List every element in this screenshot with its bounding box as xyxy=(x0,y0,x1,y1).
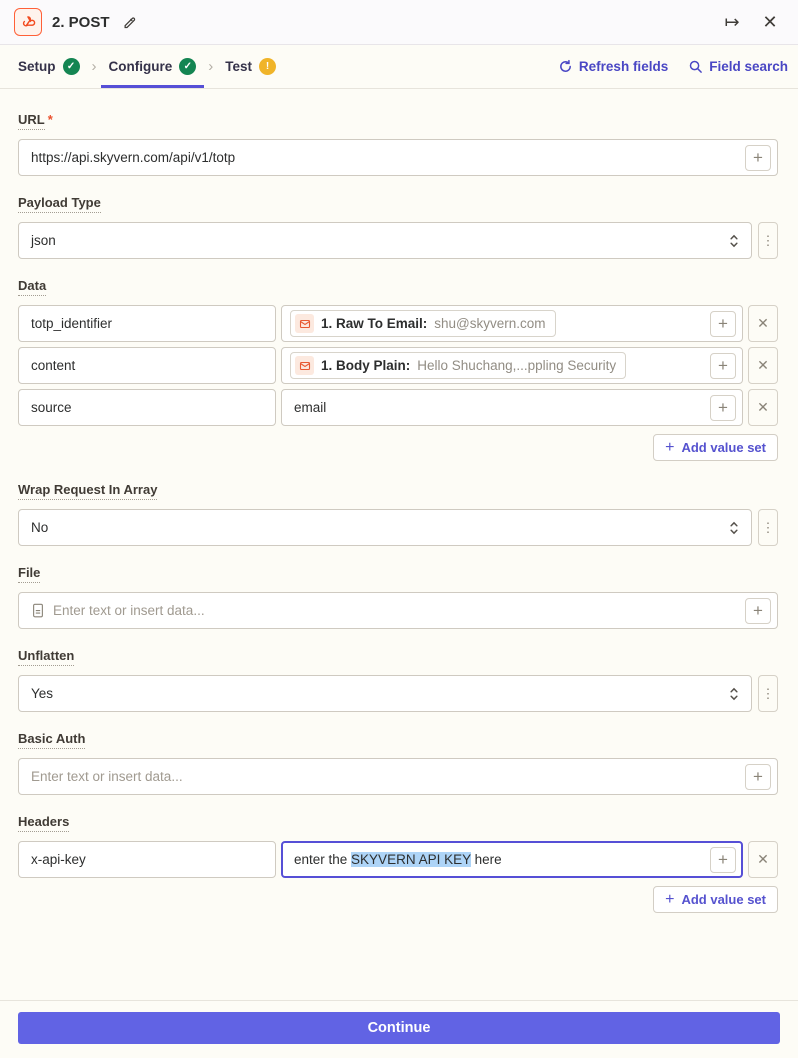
selected-text: SKYVERN API KEY xyxy=(351,852,471,867)
headers-add-value-set-button[interactable] xyxy=(653,886,778,913)
header-value-input[interactable] xyxy=(281,841,743,878)
url-input[interactable] xyxy=(18,139,778,176)
basic-auth-placeholder: Enter text or insert data... xyxy=(31,769,183,784)
refresh-icon xyxy=(558,59,573,74)
tab-test-label: Test xyxy=(225,59,253,74)
search-icon xyxy=(688,59,703,74)
plus-icon: + xyxy=(665,438,675,456)
pencil-icon xyxy=(122,15,137,30)
check-circle-icon: ✓ xyxy=(179,58,196,75)
file-insert-data-button[interactable] xyxy=(745,598,771,624)
basic-auth-input[interactable] xyxy=(18,758,778,795)
chevron-right-icon: › xyxy=(208,58,214,75)
url-insert-data-button[interactable] xyxy=(745,145,771,171)
webhook-icon xyxy=(19,13,37,31)
remove-row-button[interactable] xyxy=(748,347,778,384)
close-icon: ✕ xyxy=(757,851,769,867)
tab-test[interactable] xyxy=(217,45,284,88)
webhook-app-icon xyxy=(14,8,42,36)
configure-form xyxy=(0,89,798,1000)
field-search-button[interactable] xyxy=(688,59,788,74)
add-value-set-label: Add value set xyxy=(681,440,766,455)
data-add-value-set-button[interactable] xyxy=(653,434,778,461)
data-key-input[interactable] xyxy=(18,305,276,342)
select-chevrons-icon xyxy=(727,686,741,702)
required-marker: * xyxy=(47,112,53,127)
token-value: shu@skyvern.com xyxy=(434,316,546,331)
unflatten-menu-button[interactable] xyxy=(758,675,778,712)
plus-icon: + xyxy=(665,890,675,908)
continue-button[interactable]: Continue xyxy=(18,1012,780,1044)
data-insert-data-button[interactable] xyxy=(710,395,736,421)
step-tabs xyxy=(0,45,798,89)
wrap-request-menu-button[interactable] xyxy=(758,509,778,546)
collapse-right-icon: ↦ xyxy=(724,11,740,32)
data-value-input[interactable] xyxy=(281,305,743,342)
data-value-text: email xyxy=(294,400,327,415)
token-label: 1. Raw To Email: xyxy=(321,316,428,331)
data-value-input[interactable] xyxy=(281,389,743,426)
wrap-request-value: No xyxy=(31,520,49,535)
payload-type-menu-button[interactable] xyxy=(758,222,778,259)
url-value: https://api.skyvern.com/api/v1/totp xyxy=(31,150,236,165)
tab-toolbar xyxy=(284,45,788,88)
payload-type-select[interactable] xyxy=(18,222,752,259)
close-icon: ✕ xyxy=(757,315,769,331)
chevron-right-icon: › xyxy=(91,58,97,75)
data-key-input[interactable] xyxy=(18,347,276,384)
payload-type-label: Payload Type xyxy=(18,195,101,213)
warning-circle-icon: ! xyxy=(259,58,276,75)
add-value-set-label: Add value set xyxy=(681,892,766,907)
file-input[interactable] xyxy=(18,592,778,629)
tab-configure[interactable] xyxy=(101,45,205,88)
data-row-2 xyxy=(18,347,778,384)
header-key-value: x-api-key xyxy=(31,852,86,867)
document-icon xyxy=(31,603,45,618)
kebab-menu-icon: ⋮ xyxy=(761,685,775,701)
file-placeholder: Enter text or insert data... xyxy=(53,603,205,618)
wrap-request-label: Wrap Request In Array xyxy=(18,482,157,500)
plus-icon: + xyxy=(753,601,763,620)
remove-row-button[interactable] xyxy=(748,389,778,426)
header-insert-data-button[interactable] xyxy=(710,847,736,873)
file-field-label: File xyxy=(18,565,40,583)
unflatten-select[interactable] xyxy=(18,675,752,712)
headers-label: Headers xyxy=(18,814,69,832)
mapped-field-token[interactable] xyxy=(290,352,626,379)
plus-icon: + xyxy=(718,314,728,333)
refresh-fields-label: Refresh fields xyxy=(578,59,669,74)
data-key-value: totp_identifier xyxy=(31,316,113,331)
remove-row-button[interactable] xyxy=(748,305,778,342)
kebab-menu-icon: ⋮ xyxy=(761,519,775,535)
collapse-panel-button[interactable] xyxy=(718,8,746,36)
data-row-3 xyxy=(18,389,778,426)
plus-icon: + xyxy=(718,850,728,869)
token-label: 1. Body Plain: xyxy=(321,358,411,373)
data-field-label: Data xyxy=(18,278,46,296)
close-icon: ✕ xyxy=(762,11,778,32)
remove-row-button[interactable] xyxy=(748,841,778,878)
data-row-1 xyxy=(18,305,778,342)
edit-title-button[interactable] xyxy=(122,15,137,30)
data-key-value: content xyxy=(31,358,76,373)
tab-setup[interactable] xyxy=(10,45,88,88)
data-insert-data-button[interactable] xyxy=(710,311,736,337)
plus-icon: + xyxy=(718,398,728,417)
tab-configure-label: Configure xyxy=(108,59,173,74)
panel-header xyxy=(0,0,798,45)
header-key-input[interactable] xyxy=(18,841,276,878)
data-key-value: source xyxy=(31,400,72,415)
field-search-label: Field search xyxy=(709,59,788,74)
data-key-input[interactable] xyxy=(18,389,276,426)
plus-icon: + xyxy=(718,356,728,375)
close-panel-button[interactable] xyxy=(756,8,784,36)
headers-row-1 xyxy=(18,841,778,878)
unflatten-value: Yes xyxy=(31,686,54,701)
basic-auth-insert-data-button[interactable] xyxy=(745,764,771,790)
payload-type-value: json xyxy=(31,233,56,248)
tab-setup-label: Setup xyxy=(18,59,56,74)
select-chevrons-icon xyxy=(727,233,741,249)
mapped-field-token[interactable] xyxy=(290,310,556,337)
data-value-input[interactable] xyxy=(281,347,743,384)
kebab-menu-icon: ⋮ xyxy=(761,232,775,248)
select-chevrons-icon xyxy=(727,520,741,536)
data-insert-data-button[interactable] xyxy=(710,353,736,379)
token-value: Hello Shuchang,...ppling Security xyxy=(417,358,617,373)
url-field-label: URL xyxy=(18,112,45,130)
refresh-fields-button[interactable] xyxy=(558,59,668,74)
panel-footer xyxy=(0,1000,798,1058)
email-icon xyxy=(295,314,314,333)
close-icon: ✕ xyxy=(757,357,769,373)
plus-icon: + xyxy=(753,148,763,167)
unflatten-label: Unflatten xyxy=(18,648,74,666)
plus-icon: + xyxy=(753,767,763,786)
basic-auth-label: Basic Auth xyxy=(18,731,85,749)
email-icon xyxy=(295,356,314,375)
wrap-request-select[interactable] xyxy=(18,509,752,546)
step-title: 2. POST xyxy=(52,13,110,31)
check-circle-icon: ✓ xyxy=(63,58,80,75)
close-icon: ✕ xyxy=(757,399,769,415)
header-value-text: enter the SKYVERN API KEY here xyxy=(294,852,502,867)
